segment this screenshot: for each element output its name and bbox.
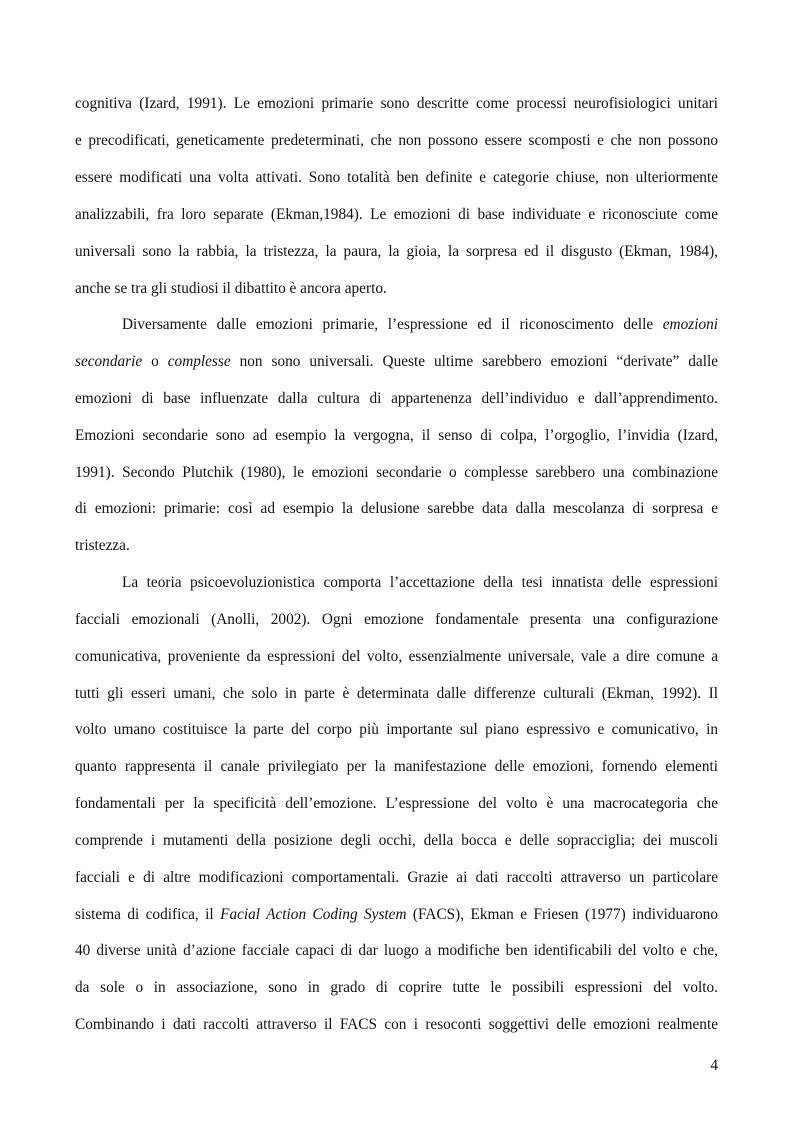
text-line: cognitiva (Izard, 1991). Le emozioni primarie sono descritte come processi neurofisiologici unitari: [75, 95, 718, 112]
text-line: 1991). Secondo Plutchik (1980), le emozioni secondarie o complesse sarebbero una combinazione: [75, 464, 718, 481]
text-line: quanto rappresenta il canale privilegiato per la manifestazione delle emozioni, fornendo elementi: [75, 758, 718, 775]
text-line: e precodificati, geneticamente predeterminati, che non possono essere scomposti e che non possono: [75, 132, 718, 149]
italic-term: secondarie: [75, 353, 143, 370]
italic-term: complesse: [167, 353, 231, 370]
text-segment: (FACS), Ekman e Friesen (1977) individuarono: [406, 906, 718, 923]
text-line: di emozioni: primarie: così ad esempio la delusione sarebbe data dalla mescolanza di sorpresa e: [75, 500, 718, 517]
text-segment: Diversamente dalle emozioni primarie, l’espressione ed il riconoscimento delle: [122, 316, 663, 333]
text-line: facciali emozionali (Anolli, 2002). Ogni emozione fondamentale presenta una configurazione: [75, 611, 718, 628]
text-segment: o: [142, 353, 168, 370]
text-line: essere modificati una volta attivati. Sono totalità ben definite e categorie chiuse, non ulteriormente: [75, 169, 718, 186]
text-line: facciali e di altre modificazioni comportamentali. Grazie ai dati raccolti attraverso un particolare: [75, 869, 718, 886]
italic-term: Facial Action Coding System: [220, 906, 407, 923]
text-line: [122, 315, 718, 335]
text-line: fondamentali per la specificità dell’emozione. L’espressione del volto è una macrocategoria che: [75, 795, 718, 812]
text-line: tutti gli esseri umani, che solo in parte è determinata dalle differenze culturali (Ekman, 1992). Il: [75, 685, 718, 702]
italic-term: emozioni: [662, 316, 718, 333]
text-line: anche se tra gli studiosi il dibattito è ancora aperto.: [75, 280, 387, 297]
text-line: Combinando i dati raccolti attraverso il FACS con i resoconti soggettivi delle emozioni realmente: [75, 1016, 718, 1033]
text-line: [75, 352, 718, 372]
text-line: 40 diverse unità d’azione facciale capaci di dar luogo a modifiche ben identificabili del volto e che,: [75, 942, 718, 959]
text-line: comunicativa, proveniente da espressioni del volto, essenzialmente universale, vale a dire comune a: [75, 648, 718, 665]
text-line: universali sono la rabbia, la tristezza, la paura, la gioia, la sorpresa ed il disgusto (Ekman, 1984),: [75, 243, 718, 260]
text-segment: sistema di codifica, il: [75, 906, 221, 923]
text-segment: non sono universali. Queste ultime sarebbero emozioni “derivate” dalle: [230, 353, 718, 370]
text-line: [75, 905, 718, 925]
text-line: emozioni di base influenzate dalla cultura di appartenenza dell’individuo e dall’apprendimento.: [75, 390, 718, 407]
text-line: La teoria psicoevoluzionistica comporta l’accettazione della tesi innatista delle espressioni: [122, 574, 718, 591]
text-line: da sole o in associazione, sono in grado di coprire tutte le possibili espressioni del volto.: [75, 979, 718, 996]
text-line: tristezza.: [75, 537, 130, 554]
text-line: analizzabili, fra loro separate (Ekman,1984). Le emozioni di base individuate e riconosciute come: [75, 206, 718, 223]
text-line: Emozioni secondarie sono ad esempio la vergogna, il senso di colpa, l’orgoglio, l’invidia (Izard,: [75, 427, 718, 444]
text-line: volto umano costituisce la parte del corpo più importante sul piano espressivo e comunicativo, in: [75, 721, 718, 738]
page-number: 4: [710, 1057, 718, 1074]
text-line: comprende i mutamenti della posizione degli occhi, della bocca e delle sopracciglia; dei muscoli: [75, 832, 718, 849]
